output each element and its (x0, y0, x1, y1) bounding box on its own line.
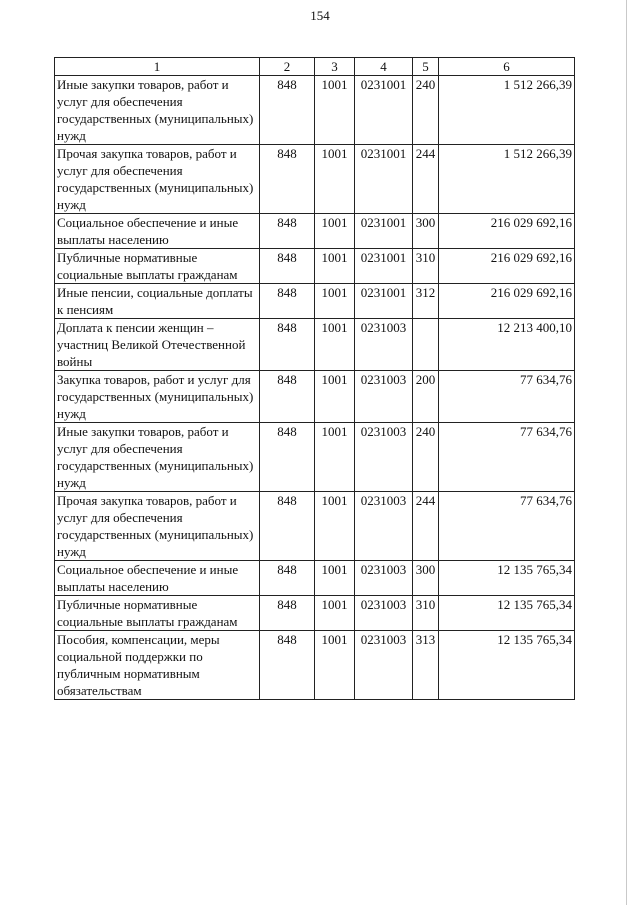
scan-edge-line (626, 0, 627, 905)
cell-section: 1001 (315, 492, 355, 561)
cell-amount: 12 213 400,10 (439, 319, 575, 371)
cell-section: 1001 (315, 371, 355, 423)
table-header (55, 58, 575, 76)
cell-target-article: 0231003 (355, 492, 413, 561)
page-number: 154 (310, 8, 330, 23)
column-header-5: 5 (413, 58, 439, 76)
row-name: Социальное обеспечение и иные выплаты населению (55, 214, 260, 249)
table-row (55, 249, 575, 284)
cell-target-article: 0231001 (355, 284, 413, 319)
cell-amount: 216 029 692,16 (439, 214, 575, 249)
cell-expense-type: 240 (413, 76, 439, 145)
cell-code-2: 848 (260, 145, 315, 214)
cell-expense-type: 200 (413, 371, 439, 423)
cell-code-2: 848 (260, 76, 315, 145)
cell-target-article: 0231003 (355, 596, 413, 631)
budget-table (54, 57, 575, 700)
cell-section: 1001 (315, 76, 355, 145)
cell-code-2: 848 (260, 371, 315, 423)
cell-code-2: 848 (260, 492, 315, 561)
cell-section: 1001 (315, 284, 355, 319)
cell-expense-type: 244 (413, 492, 439, 561)
cell-code-2: 848 (260, 423, 315, 492)
cell-expense-type: 240 (413, 423, 439, 492)
cell-expense-type: 300 (413, 561, 439, 596)
cell-target-article: 0231001 (355, 249, 413, 284)
cell-amount: 12 135 765,34 (439, 561, 575, 596)
cell-expense-type: 244 (413, 145, 439, 214)
cell-target-article: 0231001 (355, 214, 413, 249)
cell-section: 1001 (315, 214, 355, 249)
cell-code-2: 848 (260, 596, 315, 631)
cell-target-article: 0231003 (355, 371, 413, 423)
cell-section: 1001 (315, 423, 355, 492)
table-row (55, 596, 575, 631)
cell-amount: 1 512 266,39 (439, 76, 575, 145)
cell-code-2: 848 (260, 319, 315, 371)
row-name: Иные пенсии, социальные доплаты к пенсиям (55, 284, 260, 319)
row-name: Прочая закупка товаров, работ и услуг для обеспечения государственных (муниципальных) нужд (55, 145, 260, 214)
column-header-6: 6 (439, 58, 575, 76)
cell-target-article: 0231003 (355, 561, 413, 596)
cell-target-article: 0231001 (355, 145, 413, 214)
table-row (55, 423, 575, 492)
cell-amount: 12 135 765,34 (439, 596, 575, 631)
cell-code-2: 848 (260, 561, 315, 596)
cell-target-article: 0231003 (355, 319, 413, 371)
cell-section: 1001 (315, 319, 355, 371)
row-name: Прочая закупка товаров, работ и услуг для обеспечения государственных (муниципальных) нужд (55, 492, 260, 561)
cell-expense-type: 310 (413, 249, 439, 284)
cell-amount: 216 029 692,16 (439, 284, 575, 319)
row-name: Публичные нормативные социальные выплаты гражданам (55, 596, 260, 631)
cell-amount: 77 634,76 (439, 371, 575, 423)
column-header-1: 1 (55, 58, 260, 76)
cell-amount: 216 029 692,16 (439, 249, 575, 284)
cell-amount: 12 135 765,34 (439, 631, 575, 700)
cell-section: 1001 (315, 249, 355, 284)
cell-section: 1001 (315, 145, 355, 214)
table-body (55, 76, 575, 700)
cell-code-2: 848 (260, 214, 315, 249)
cell-section: 1001 (315, 631, 355, 700)
cell-expense-type: 313 (413, 631, 439, 700)
cell-expense-type: 312 (413, 284, 439, 319)
cell-expense-type: 310 (413, 596, 439, 631)
cell-section: 1001 (315, 596, 355, 631)
cell-code-2: 848 (260, 249, 315, 284)
table-row (55, 145, 575, 214)
row-name: Пособия, компенсации, меры социальной поддержки по публичным нормативным обязательствам (55, 631, 260, 700)
cell-amount: 1 512 266,39 (439, 145, 575, 214)
cell-target-article: 0231003 (355, 423, 413, 492)
row-name: Социальное обеспечение и иные выплаты населению (55, 561, 260, 596)
row-name: Доплата к пенсии женщин – участниц Великой Отечественной войны (55, 319, 260, 371)
table-row (55, 319, 575, 371)
table-row (55, 561, 575, 596)
column-header-4: 4 (355, 58, 413, 76)
cell-amount: 77 634,76 (439, 423, 575, 492)
row-name: Иные закупки товаров, работ и услуг для обеспечения государственных (муниципальных) нужд (55, 423, 260, 492)
column-header-3: 3 (315, 58, 355, 76)
row-name: Публичные нормативные социальные выплаты гражданам (55, 249, 260, 284)
cell-expense-type: 300 (413, 214, 439, 249)
row-name: Закупка товаров, работ и услуг для государственных (муниципальных) нужд (55, 371, 260, 423)
cell-code-2: 848 (260, 631, 315, 700)
table-row (55, 492, 575, 561)
cell-expense-type (413, 319, 439, 371)
cell-code-2: 848 (260, 284, 315, 319)
table-row (55, 284, 575, 319)
cell-section: 1001 (315, 561, 355, 596)
column-header-2: 2 (260, 58, 315, 76)
row-name: Иные закупки товаров, работ и услуг для обеспечения государственных (муниципальных) нужд (55, 76, 260, 145)
cell-target-article: 0231003 (355, 631, 413, 700)
table-row (55, 214, 575, 249)
cell-amount: 77 634,76 (439, 492, 575, 561)
table-row (55, 371, 575, 423)
table-row (55, 631, 575, 700)
header-row (55, 58, 575, 76)
cell-target-article: 0231001 (355, 76, 413, 145)
table-row (55, 76, 575, 145)
